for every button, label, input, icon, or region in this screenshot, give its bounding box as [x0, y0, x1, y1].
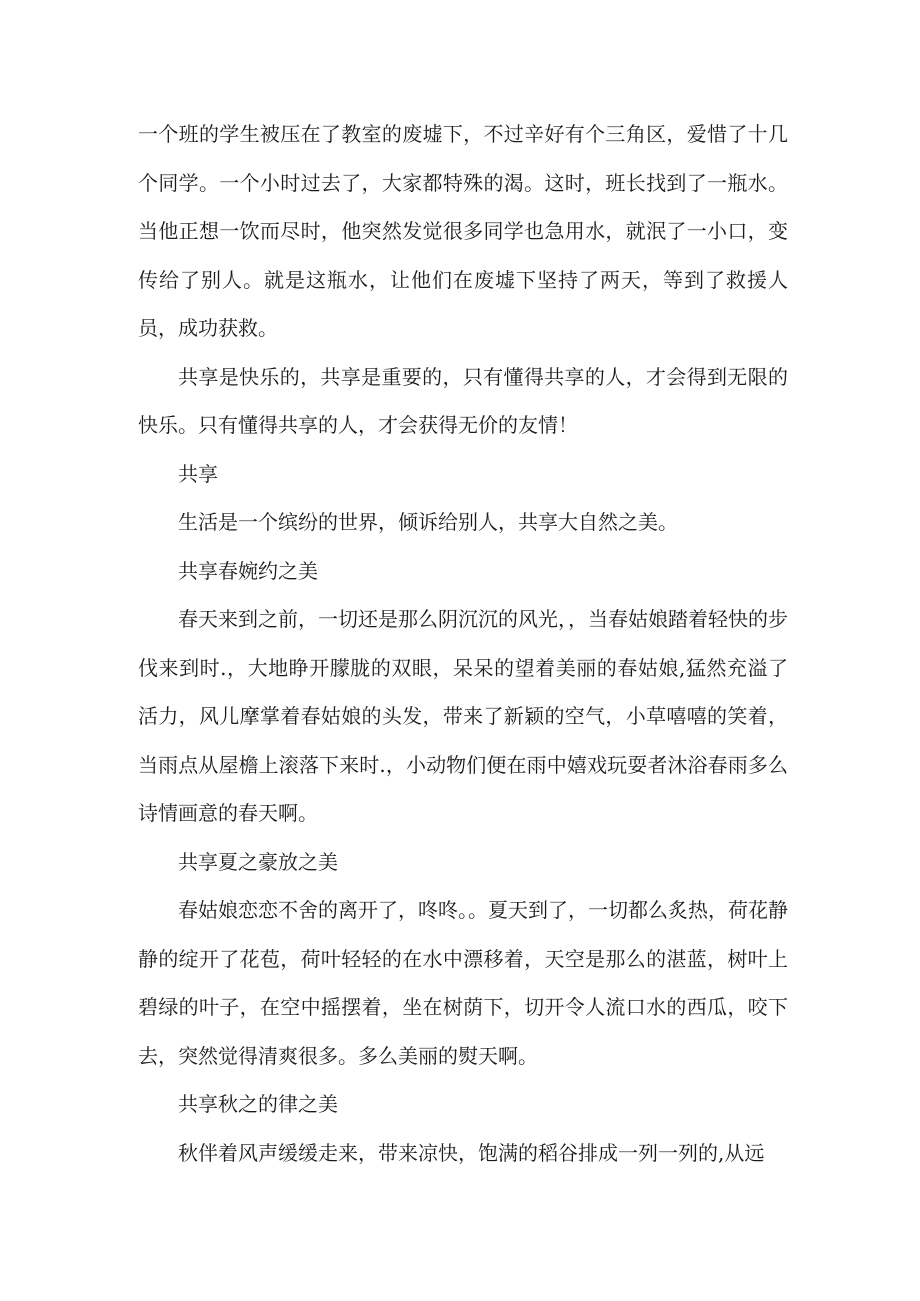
paragraph-autumn: 秋伴着风声缓缓走来，带来凉快，饱满的稻谷排成一列一列的,从远: [178, 1140, 765, 1165]
paragraph-3: 生活是一个缤纷的世界，倾诉给别人，共享大自然之美。: [178, 510, 678, 534]
paragraph-spring: 春天来到之前，一切还是那么阴沉沉的风光，，当春姑娘踏着轻快的步伐来到时.，大地睁开朦胧的双眼，呆呆的望着美丽的春姑娘,猛然充溢了活力，风儿摩掌着春姑娘的头发，带来了新颖的空气，小草嘻嘻的笑着，当雨点从屋檐上滚落下来时.，小动物们便在雨中嬉戏玩耍者沐浴春雨多么诗情画意的春天啊。: [138, 607, 788, 825]
paragraph-2: 共享是快乐的，共享是重要的，只有懂得共享的人，才会得到无限的快乐。只有懂得共享的人，才会获得无价的友情！: [138, 364, 788, 437]
section-heading-share: 共享: [178, 461, 218, 486]
paragraph-summer: 春姑娘恋恋不舍的离开了，咚咚。。夏天到了，一切都么炙热，荷花静静的绽开了花苞，荷叶轻轻的在水中漂移着，天空是那么的湛蓝，树叶上碧绿的叶子，在空中摇摆着，坐在树荫下，切开令人流口水的西瓜，咬下去，突然觉得清爽很多。多么美丽的熨天啊。: [138, 898, 788, 1068]
section-heading-summer: 共享夏之豪放之美: [178, 849, 338, 874]
section-heading-spring: 共享春婉约之美: [178, 558, 318, 583]
section-heading-autumn: 共享秋之的律之美: [178, 1092, 338, 1116]
paragraph-1: 一个班的学生被压在了教室的废墟下，不过辛好有个三角区，爱惜了十几个同学。一个小时过去了，大家都特殊的渴。这时，班长找到了一瓶水。当他正想一饮而尽时，他突然发觉很多同学也急用水，就泯了一小口，变传给了别人。就是这瓶水，让他们在废墟下坚持了两天，等到了救援人员，成功获救。: [138, 122, 788, 340]
document-body: [138, 110, 788, 1177]
